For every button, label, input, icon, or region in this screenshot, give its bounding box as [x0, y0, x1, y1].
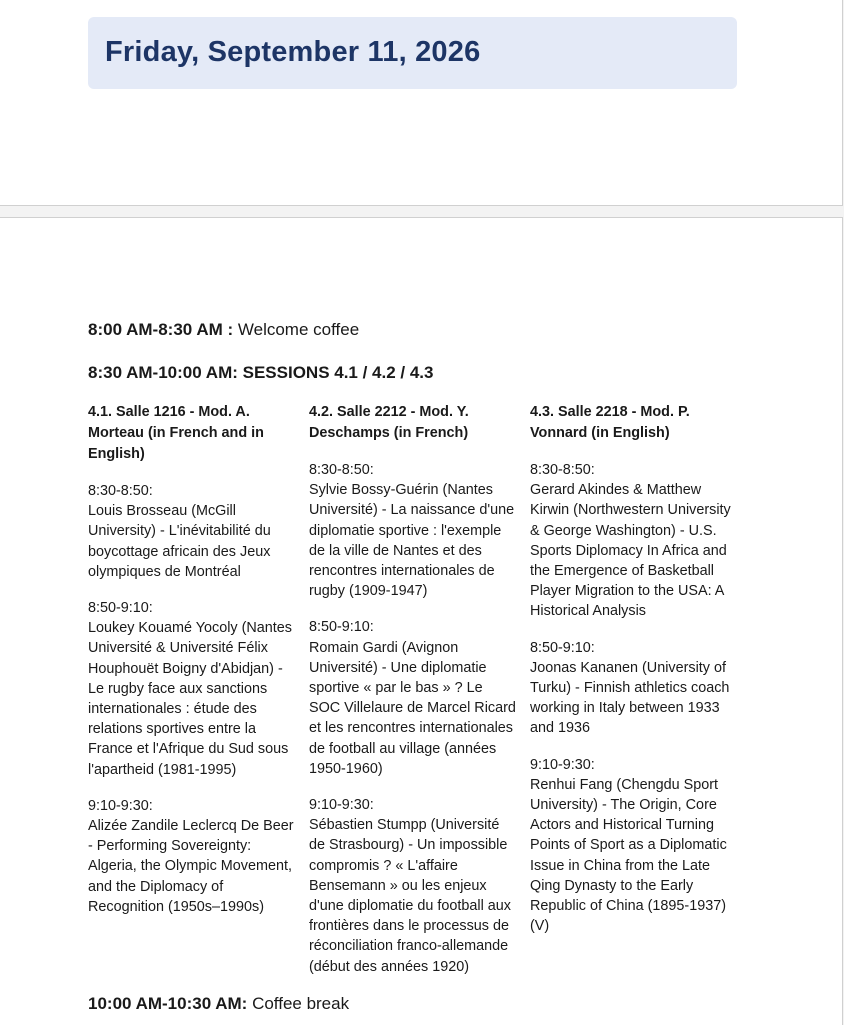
talk-item	[309, 460, 517, 601]
session-title: 4.3. Salle 2218 - Mod. P. Vonnard (in English)	[530, 404, 690, 441]
talk-text: Romain Gardi (Avignon Université) - Une diplomatie sportive « par le bas » ? Le SOC Villelaure de Marcel Ricard et les rencontres internationales de football au village (années 1950-1960)	[309, 639, 516, 777]
welcome-row	[88, 320, 359, 340]
talk-text: Louis Brosseau (McGill University) - L'inévitabilité du boycottage africain des Jeux olympiques de Montréal	[88, 503, 271, 580]
talk-time: 9:10-9:30:	[309, 797, 374, 814]
talk-time: 9:10-9:30:	[88, 797, 153, 814]
talk-text: Alizée Zandile Leclercq De Beer - Performing Sovereignty: Algeria, the Olympic Movement, and the Diplomacy of Recognition (1950s–1990s)	[88, 818, 294, 915]
talk-item	[88, 796, 296, 917]
talk-text: Sylvie Bossy-Guérin (Nantes Université) - La naissance d'une diplomatie sportive : l'exemple de la ville de Nantes et des rencontres internationales de rugby (1909-1947)	[309, 482, 515, 600]
welcome-text: Welcome coffee	[233, 320, 360, 339]
talk-text: Sébastien Stumpp (Université de Strasbourg) - Un impossible compromis ? « L'affaire Bensemann » ou les enjeux d'une diplomatie du football aux frontières dans le processus de réconciliation franco-allemande (début des années 1920)	[309, 817, 511, 975]
coffee-break-row	[88, 994, 349, 1014]
talk-time: 9:10-9:30:	[530, 756, 595, 773]
talk-item	[88, 481, 296, 582]
sessions-heading	[88, 363, 434, 383]
coffee-break-text: Coffee break	[247, 994, 350, 1013]
talk-time: 8:30-8:50:	[309, 462, 374, 478]
talk-item	[530, 755, 738, 937]
talk-text: Loukey Kouamé Yocoly (Nantes Université & Université Félix Houphouët Boigny d'Abidjan) - Le rugby face aux sanctions internationales : étude des relations sportives entre la France et l'Afrique du Sud sous l'apartheid (1981-1995)	[88, 620, 292, 778]
welcome-time: 8:00 AM-8:30 AM :	[88, 320, 234, 339]
talk-item	[309, 617, 517, 779]
talk-time: 8:50-9:10:	[530, 639, 595, 656]
date-banner	[88, 17, 737, 89]
talk-item	[309, 795, 517, 977]
talk-text: Renhui Fang (Chengdu Sport University) - The Origin, Core Actors and Historical Turning Points of Sport as a Diplomatic Issue in China from the Late Qing Dynasty to the Early Republic of China (1895-1937) (V)	[530, 776, 727, 935]
date-title: Friday, September 11, 2026	[105, 36, 481, 68]
talk-item	[530, 638, 738, 739]
talk-item	[530, 460, 738, 622]
talk-item	[88, 598, 296, 780]
schedule-card	[0, 217, 843, 1025]
talk-time: 8:30-8:50:	[530, 462, 595, 478]
session-title: 4.1. Salle 1216 - Mod. A. Morteau (in French and in English)	[88, 404, 264, 462]
sessions-heading-text: 8:30 AM-10:00 AM: SESSIONS 4.1 / 4.2 / 4.3	[88, 363, 434, 382]
talk-time: 8:50-9:10:	[88, 600, 153, 617]
talk-time: 8:30-8:50:	[88, 483, 153, 499]
session-column-4-1	[88, 402, 296, 917]
session-title: 4.2. Salle 2212 - Mod. Y. Deschamps (in French)	[309, 404, 469, 441]
coffee-break-time: 10:00 AM-10:30 AM:	[88, 994, 248, 1013]
talk-time: 8:50-9:10:	[309, 619, 374, 636]
talk-text: Gerard Akindes & Matthew Kirwin (Northwestern University & George Washington) - U.S. Sports Diplomacy In Africa and the Emergence of Basketball Player Migration to the USA: A Historical Analysis	[530, 482, 731, 620]
talk-text: Joonas Kananen (University of Turku) - Finnish athletics coach working in Italy between 1933 and 1936	[530, 659, 730, 737]
date-card	[0, 0, 843, 206]
session-column-4-2	[309, 402, 517, 977]
session-column-4-3	[530, 402, 738, 936]
